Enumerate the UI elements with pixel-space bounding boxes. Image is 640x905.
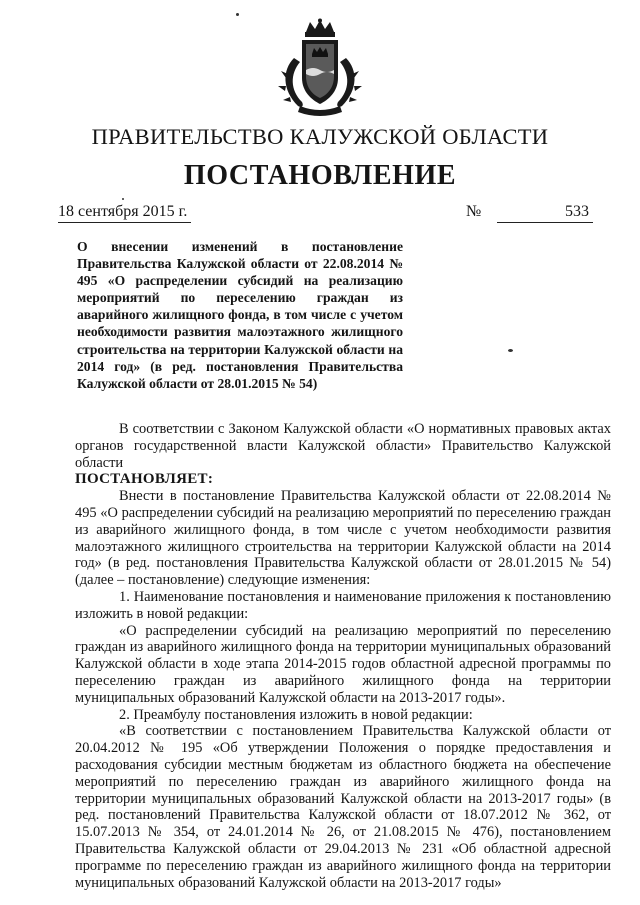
document-type-heading: ПОСТАНОВЛЕНИЕ: [183, 160, 457, 191]
paragraph-2: 1. Наименование постановления и наименование приложения к постановлению изложить в новой редакции:: [75, 588, 611, 622]
scan-speck: [122, 198, 124, 200]
coat-of-arms-emblem: [272, 18, 368, 116]
paragraph-1: Внести в постановление Правительства Калужской области от 22.08.2014 № 495 «О распределении субсидий на реализацию мероприятий по переселению граждан из аварийного жилищного фонда, в том числе с учетом необходимости развития малоэтажного жилищного строительства на территории Калужской области на 2014 год» (в ред. постановления Правительства Калужской области от 28.01.2015 № 54) (далее – постановление) следующие изменения:: [75, 488, 611, 589]
preamble-paragraph: [75, 421, 611, 471]
scan-speck: [236, 13, 239, 16]
paragraph-5: «В соответствии с постановлением Правительства Калужской области от 20.04.2012 № 195 «Об утверждении Положения о порядке предоставления и расходования субсидии местным бюджетам из областного бюджета на обеспечение мероприятий по переселению граждан из аварийного жилищного фонда на территории муниципальных образований Калужской области на 2013-2017 годы» (в ред. постановлений Правительства Калужской области от 18.07.2012 № 362, от 15.07.2013 № 354, от 24.01.2014 № 26, от 21.08.2015 № 476), постановлением Правительства Калужской области от 29.04.2013 № 231 «Об областной адресной программе по переселению граждан из аварийного жилищного фонда на территории муниципальных образований Калужской области на 2013-2017 годы»: [75, 723, 611, 891]
preamble-text: В соответствии с Законом Калужской области «О нормативных правовых актах органов государственной власти Калужской области» Правительство Калужской области: [75, 421, 611, 471]
document-subject: О внесении изменений в постановление Правительства Калужской области от 22.08.2014 № 495 «О распределении субсидий на реализацию мероприятий по переселению граждан из аварийного жилищного фонда, в том числе с учетом необходимости развития малоэтажного жилищного строительства на территории Калужской области на 2014 год» (в ред. постановления Правительства Калужской области от 28.01.2015 № 54): [77, 239, 403, 391]
paragraph-3: «О распределении субсидий на реализацию мероприятий по переселению граждан из аварийного жилищного фонда на территории муниципальных образований Калужской области в ходе этапа 2014-2015 годов областной адресной программы по переселению граждан из аварийного жилищного фонда на территории муниципальных образований Калужской области на 2013-2017 годы».: [75, 622, 611, 706]
document-number: 533: [497, 202, 593, 223]
government-title: ПРАВИТЕЛЬСТВО КАЛУЖСКОЙ ОБЛАСТИ: [91, 124, 549, 149]
decree-word: ПОСТАНОВЛЯЕТ:: [75, 471, 214, 488]
number-sign: №: [466, 203, 482, 220]
paragraph-4: 2. Преамбулу постановления изложить в новой редакции:: [119, 706, 473, 723]
decree-line: [75, 471, 611, 488]
document-date: 18 сентября 2015 г.: [58, 202, 191, 223]
document-body: [75, 421, 611, 891]
scan-speck: [508, 349, 513, 352]
